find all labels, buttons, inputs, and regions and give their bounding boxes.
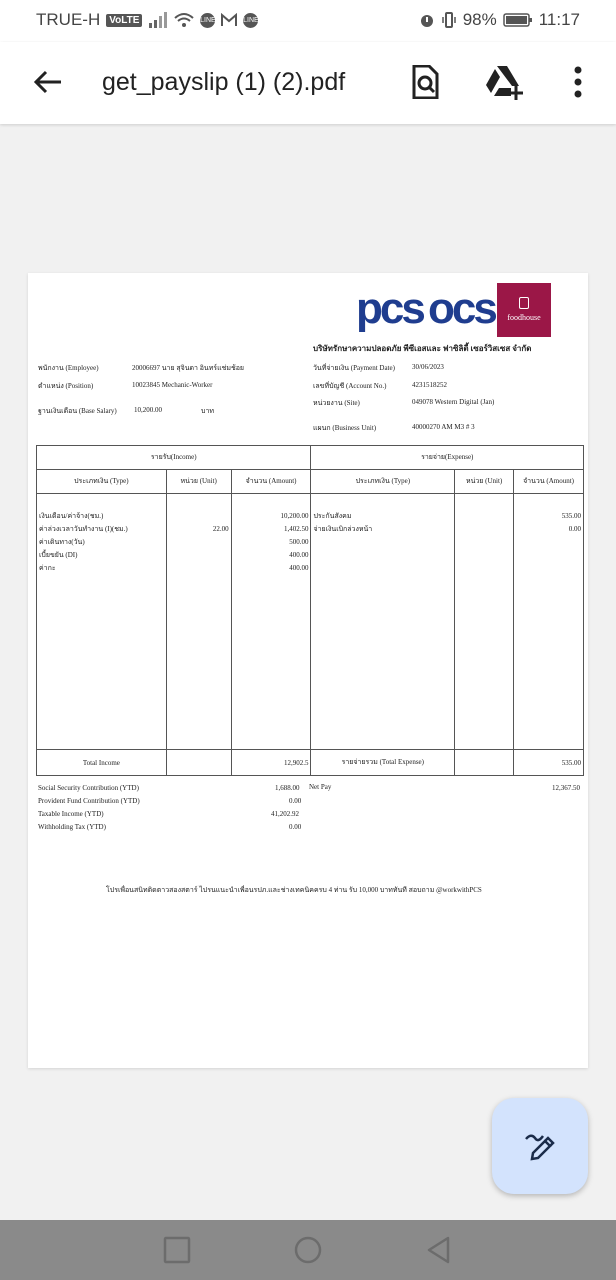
net-pay-label: Net Pay [309, 783, 332, 791]
clock: 11:17 [538, 10, 580, 29]
document-title: get_payslip (1) (2).pdf [102, 68, 346, 96]
more-options-button[interactable] [558, 62, 598, 102]
carrier-label: TRUE-H [36, 10, 101, 29]
expense-amount-header: จำนวน (Amount) [514, 470, 584, 494]
pcs-logo: pcs [356, 284, 423, 333]
signal-icon [148, 12, 168, 28]
position-label: ตำแหน่ง (Position) [38, 382, 94, 390]
income-unit-header: หน่วย (Unit) [166, 470, 231, 494]
find-in-page-icon [411, 65, 439, 99]
search-document-button[interactable] [405, 62, 445, 102]
site-value: 049078 Western Digital (Jan) [412, 398, 495, 406]
pf-ytd-label: Provident Fund Contribution (YTD) [38, 797, 140, 805]
ss-ytd-value: 1,688.00 [275, 784, 300, 792]
foodhouse-text: foodhouse [507, 313, 541, 322]
nav-back-button[interactable] [424, 1235, 454, 1265]
site-label: หน่วยงาน (Site) [313, 399, 360, 407]
line-notification-icon-2: LINE [243, 13, 258, 28]
income-units: 22.00 [166, 494, 231, 750]
battery-percent: 98% [462, 10, 497, 29]
total-income-label: Total Income [37, 750, 167, 776]
total-expense-unit-cell [455, 750, 514, 776]
wt-ytd-label: Withholding Tax (YTD) [38, 823, 106, 831]
payslip-table [36, 445, 584, 776]
business-unit-label: แผนก (Business Unit) [313, 424, 377, 432]
volte-badge: VoLTE [106, 14, 142, 27]
position-value: 10023845 Mechanic-Worker [132, 381, 213, 389]
foodhouse-mark-icon [519, 297, 529, 309]
income-type-header: ประเภทเงิน (Type) [37, 470, 167, 494]
recents-button[interactable] [162, 1235, 192, 1265]
pdf-page [28, 273, 588, 1068]
ti-ytd-value: 41,202.92 [271, 810, 299, 818]
vibrate-icon [441, 12, 457, 28]
net-pay-value: 12,367.50 [552, 784, 580, 792]
salary-unit: บาท [201, 407, 214, 415]
payment-date-value: 30/06/2023 [412, 363, 444, 371]
add-to-drive-icon [485, 64, 525, 100]
annotate-button[interactable] [492, 1098, 588, 1194]
account-value: 4231518252 [412, 381, 447, 389]
total-expense-value: 535.00 [514, 750, 584, 776]
pf-ytd-value: 0.00 [289, 797, 302, 805]
income-types: เงินเดือน/ค่าจ้าง(ชม.) ค่าล่วงเวลาวันทำงาน (I)(ชม.) ค่าเดินทาง(วัน) เบี้ยขยัน (DI) ค่ากะ [37, 494, 167, 750]
foodhouse-logo [497, 283, 551, 337]
total-income-unit-cell [166, 750, 231, 776]
line-notification-icon: LINE [200, 13, 215, 28]
income-amount-header: จำนวน (Amount) [231, 470, 311, 494]
expense-types: ประกันสังคม จ่ายเงินเบิกล่วงหน้า [311, 494, 455, 750]
ocs-logo: ocs [428, 284, 495, 333]
payment-date-label: วันที่จ่ายเงิน (Payment Date) [313, 364, 395, 372]
gmail-icon [221, 13, 237, 27]
arrow-back-icon [33, 69, 63, 95]
employee-label: พนักงาน (Employee) [38, 364, 99, 372]
home-button[interactable] [293, 1235, 323, 1265]
status-bar [0, 0, 616, 42]
add-to-drive-button[interactable] [485, 62, 525, 102]
salary-value: 10,200.00 [134, 406, 162, 414]
expense-header: รายจ่าย(Expense) [311, 446, 584, 470]
footer-promo: โปรเพื่อนสนิทติดตาวสองสตาร์ ไปรนแนะนำเพื่อนรปภ.และช่างเทคนิคครบ 4 ท่าน รับ 10,000 บาททันที สอบถาม @workwithPCS [106, 886, 482, 894]
expense-type-header: ประเภทเงิน (Type) [311, 470, 455, 494]
account-label: เลขที่บัญชี (Account No.) [313, 382, 387, 390]
business-unit-value: 40000270 AM M3 # 3 [412, 423, 475, 431]
alarm-icon [419, 12, 435, 28]
edit-pen-icon [523, 1129, 557, 1163]
expense-units [455, 494, 514, 750]
company-name: บริษัทรักษาความปลอดภัย พีซีเอสและ ฟาซิลิตี้ เซอร์วิสเซส จำกัด [313, 344, 532, 353]
total-expense-label: รายจ่ายรวม (Total Expense) [311, 750, 455, 776]
income-amounts: 10,200.00 1,402.50 500.00 400.00 400.00 [231, 494, 311, 750]
system-nav-bar [0, 1220, 616, 1280]
expense-unit-header: หน่วย (Unit) [455, 470, 514, 494]
salary-label: ฐานเงินเดือน (Base Salary) [38, 407, 117, 415]
app-toolbar [0, 42, 616, 124]
total-income-value: 12,902.5 [231, 750, 311, 776]
income-header: รายรับ(Income) [37, 446, 311, 470]
expense-amounts: 535.00 0.00 [514, 494, 584, 750]
wifi-icon [174, 12, 194, 28]
battery-icon [503, 12, 533, 28]
ss-ytd-label: Social Security Contribution (YTD) [38, 784, 139, 792]
ti-ytd-label: Taxable Income (YTD) [38, 810, 104, 818]
more-vert-icon [574, 66, 582, 98]
wt-ytd-value: 0.00 [289, 823, 302, 831]
back-button[interactable] [30, 64, 66, 100]
employee-value: 20006697 นาย สุจินดา อินทร์แช่มช้อย [132, 364, 244, 372]
